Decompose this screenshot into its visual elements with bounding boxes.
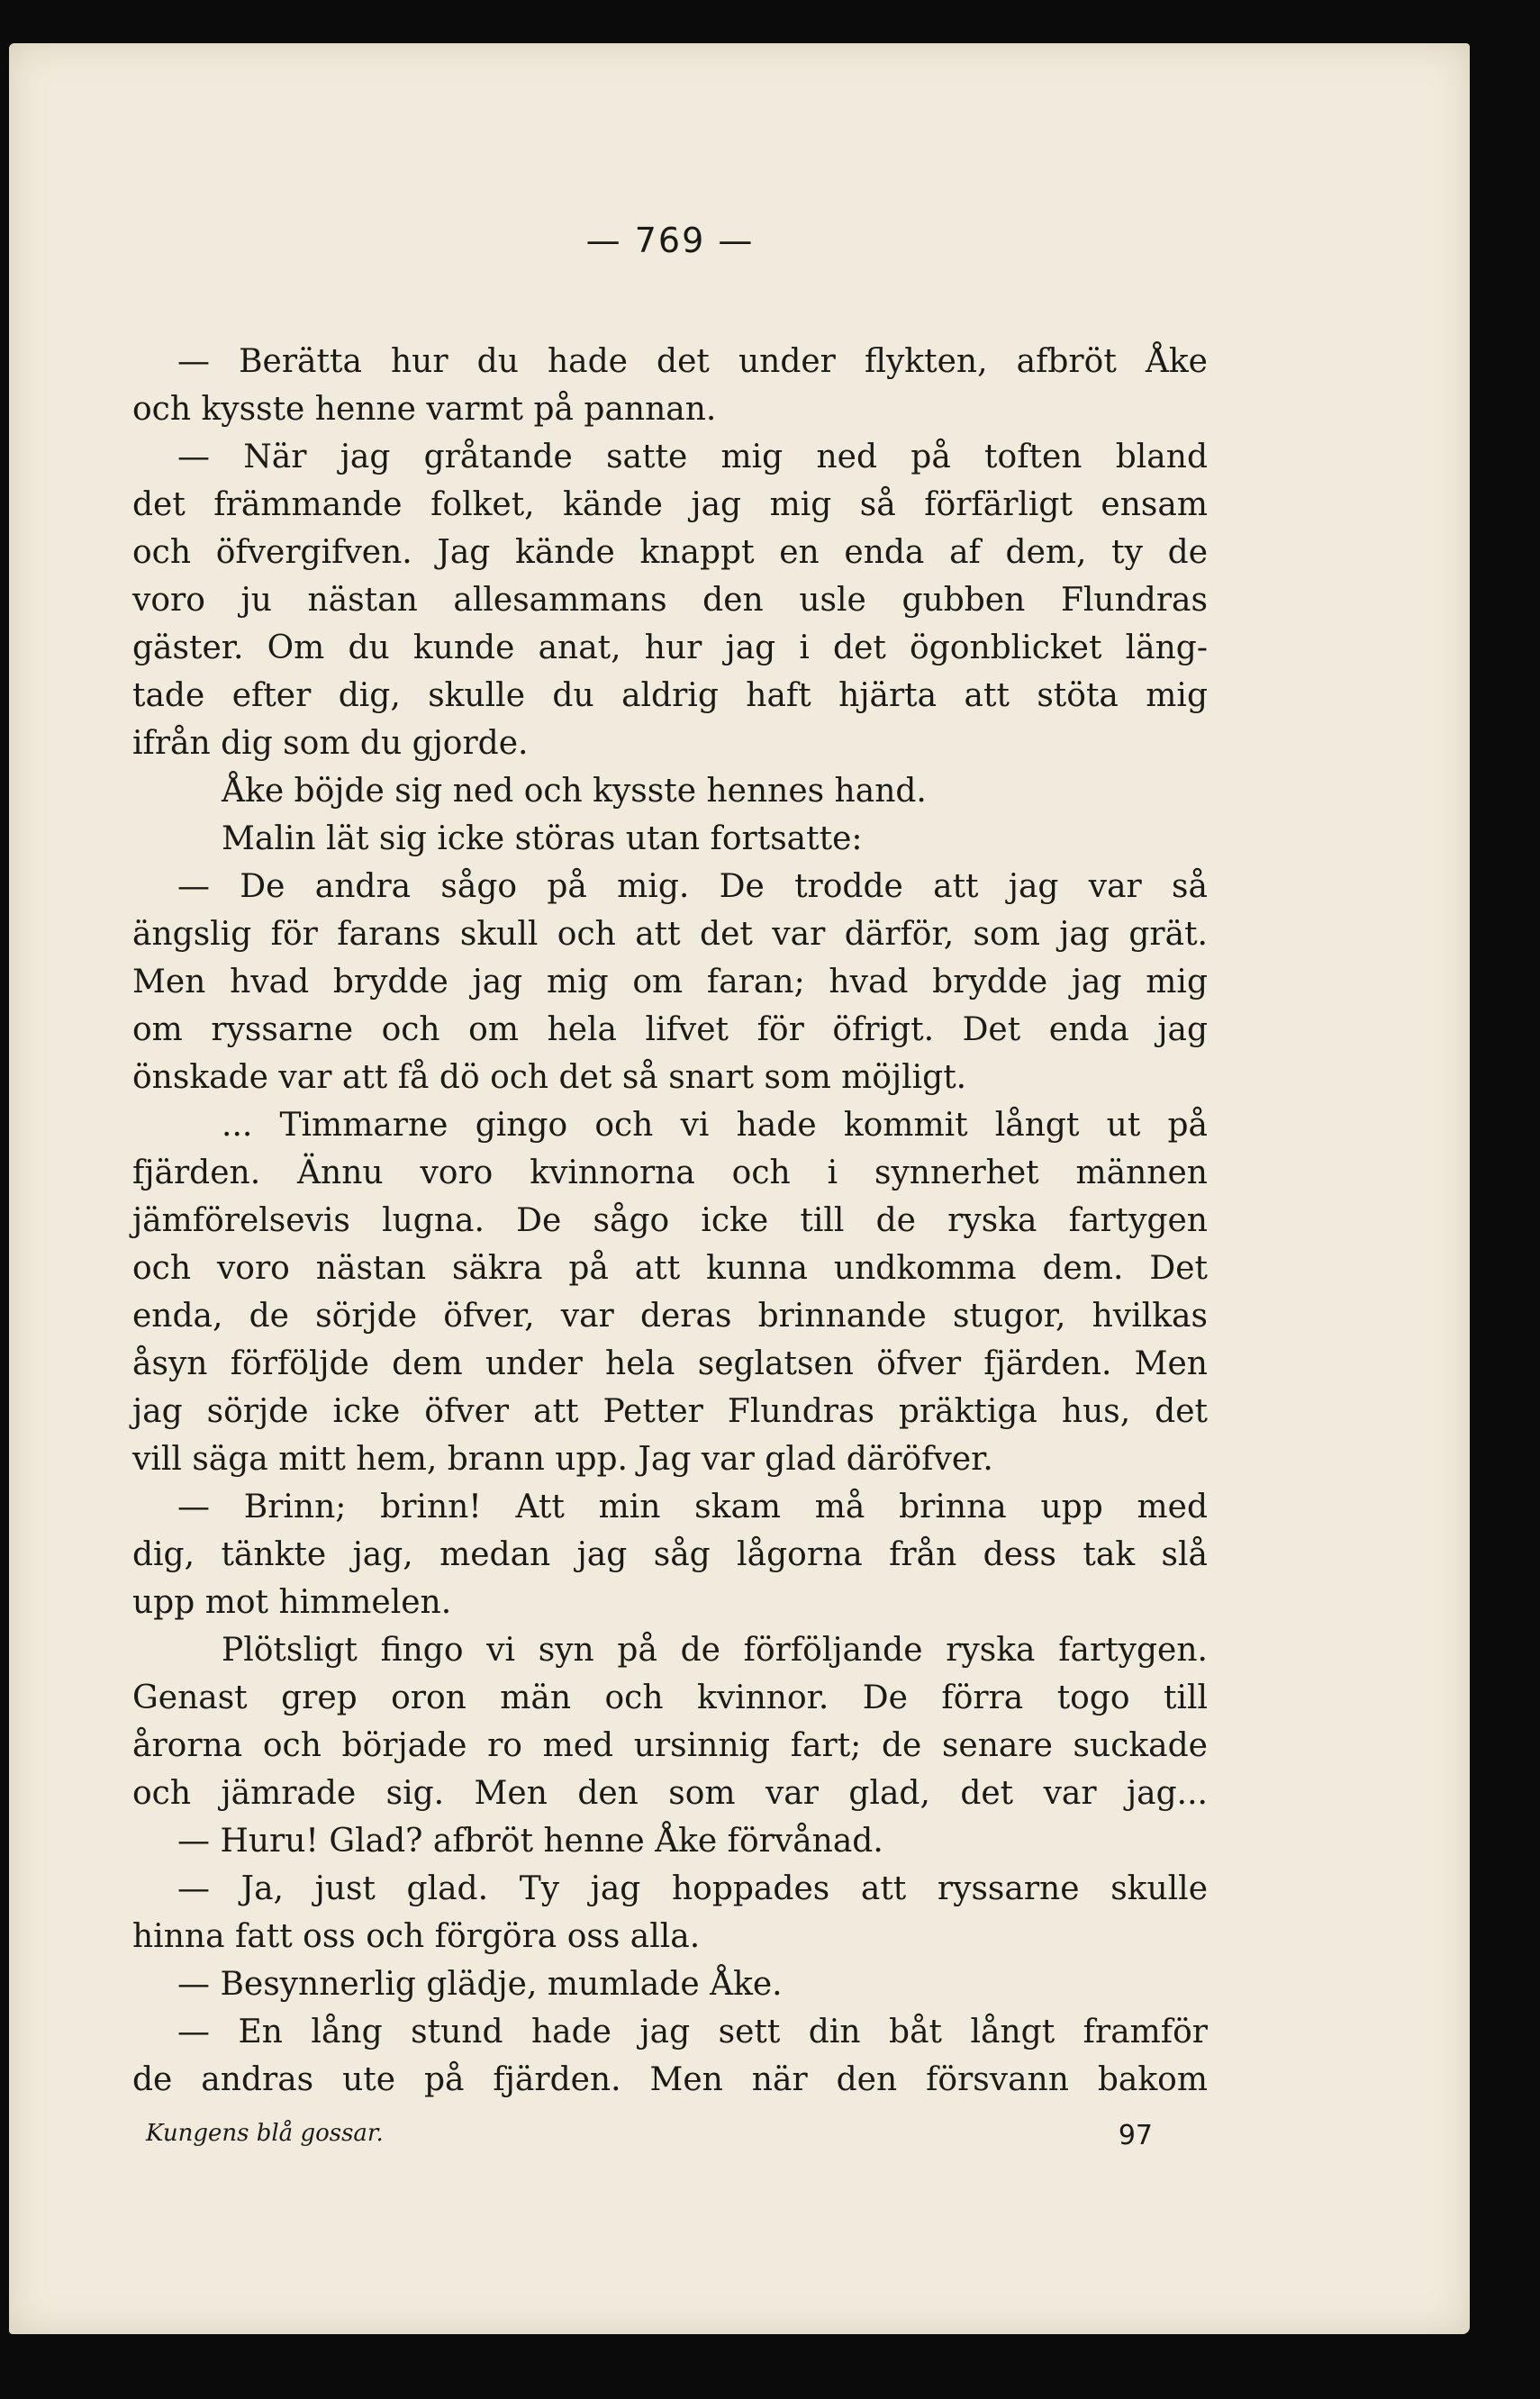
text-line: dig, tänkte jag, medan jag såg lågorna från dess tak slå <box>132 1536 1208 1573</box>
text-line: — En lång stund hade jag sett din båt långt framför <box>177 2014 1208 2050</box>
text-line: voro ju nästan allesammans den usle gubben Flundras <box>132 582 1208 619</box>
text-line: det främmande folket, kände jag mig så förfärligt ensam <box>132 486 1208 523</box>
text-line: önskade var att få dö och det så snart som möjligt. <box>132 1059 967 1096</box>
signature-mark: 97 <box>1118 2120 1153 2151</box>
text-line: — De andra sågo på mig. De trodde att jag var så <box>177 868 1208 905</box>
text-line: och jämrade sig. Men den som var glad, det var jag... <box>132 1775 1208 1812</box>
text-line: årorna och började ro med ursinnig fart; de senare suckade <box>132 1727 1208 1764</box>
book-page <box>9 43 1470 2334</box>
text-line: — Berätta hur du hade det under flykten, afbröt Åke <box>177 343 1208 380</box>
text-line: Men hvad brydde jag mig om faran; hvad brydde jag mig <box>132 964 1208 1000</box>
text-line: Plötsligt fingo vi syn på de förföljande ryska fartygen. <box>222 1632 1208 1669</box>
page-number: — 769 — <box>585 221 755 260</box>
text-line: Genast grep oron män och kvinnor. De förra togo till <box>132 1679 1208 1716</box>
text-line: Malin lät sig icke störas utan fortsatte: <box>222 820 863 857</box>
text-line: och kysste henne varmt på pannan. <box>132 391 717 428</box>
text-line: — Ja, just glad. Ty jag hoppades att ryssarne skulle <box>177 1870 1208 1907</box>
text-line: — Besynnerlig glädje, mumlade Åke. <box>177 1966 783 2003</box>
text-line: upp mot himmelen. <box>132 1584 452 1621</box>
text-line: ... Timmarne gingo och vi hade kommit långt ut på <box>222 1107 1208 1144</box>
text-line: de andras ute på fjärden. Men när den försvann bakom <box>132 2061 1208 2098</box>
text-line: om ryssarne och om hela lifvet för öfrigt. Det enda jag <box>132 1011 1208 1048</box>
text-line: och voro nästan säkra på att kunna undkomma dem. Det <box>132 1250 1208 1287</box>
text-line: gäster. Om du kunde anat, hur jag i det ögonblicket läng- <box>132 629 1208 666</box>
page-body <box>132 338 1208 2104</box>
text-line: — Huru! Glad? afbröt henne Åke förvånad. <box>177 1823 883 1860</box>
text-line: Åke böjde sig ned och kysste hennes hand. <box>222 773 927 810</box>
text-line: ängslig för farans skull och att det var därför, som jag grät. <box>132 916 1208 953</box>
text-line: enda, de sörjde öfver, var deras brinnande stugor, hvilkas <box>132 1298 1208 1335</box>
page-footer <box>146 2120 1153 2156</box>
text-line: vill säga mitt hem, brann upp. Jag var glad däröfver. <box>132 1441 993 1478</box>
text-line: åsyn förföljde dem under hela seglatsen öfver fjärden. Men <box>132 1345 1208 1382</box>
text-line: jämförelsevis lugna. De sågo icke till de ryska fartygen <box>132 1202 1208 1239</box>
text-line: tade efter dig, skulle du aldrig haft hjärta att stöta mig <box>132 677 1208 714</box>
text-line: — När jag gråtande satte mig ned på toften bland <box>177 439 1208 475</box>
book-title: Kungens blå gossar. <box>146 2120 384 2147</box>
text-line: och öfvergifven. Jag kände knappt en enda af dem, ty de <box>132 534 1208 571</box>
text-line: fjärden. Ännu voro kvinnorna och i synnerhet männen <box>132 1154 1208 1191</box>
text-line: — Brinn; brinn! Att min skam må brinna upp med <box>177 1489 1208 1525</box>
text-line: ifrån dig som du gjorde. <box>132 725 529 762</box>
text-line: hinna fatt oss och förgöra oss alla. <box>132 1918 701 1955</box>
text-line: jag sörjde icke öfver att Petter Flundras präktiga hus, det <box>132 1393 1208 1430</box>
